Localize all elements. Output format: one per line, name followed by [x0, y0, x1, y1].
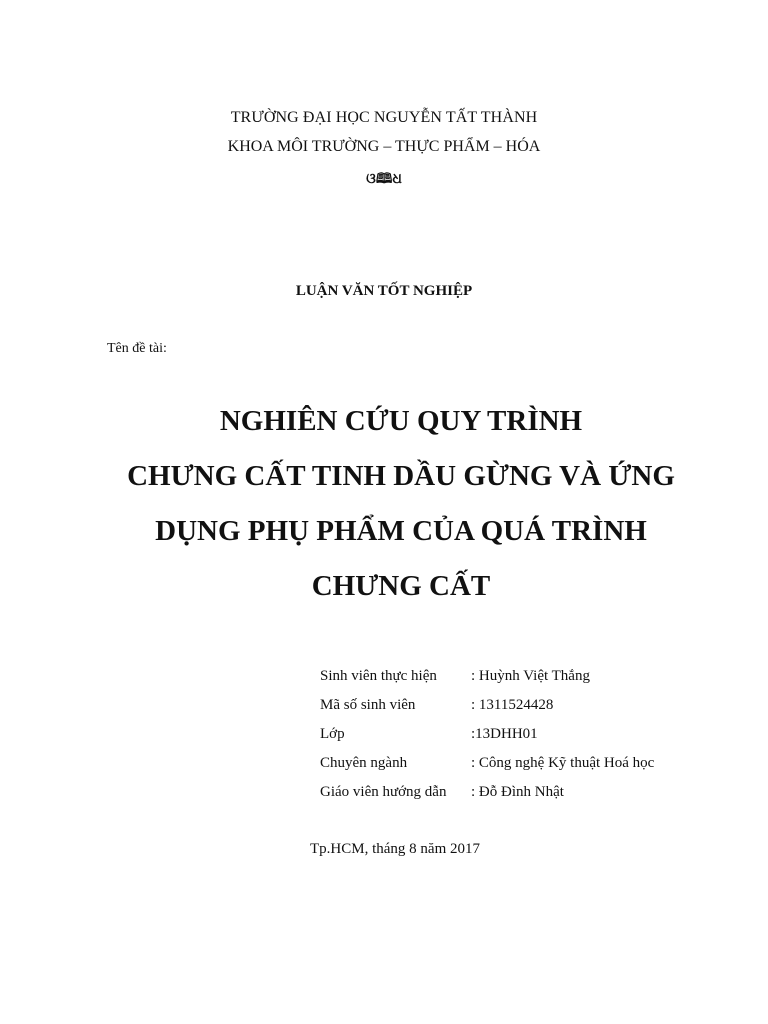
info-value: :13DHH01 [471, 726, 538, 742]
topic-label: Tên đề tài: [107, 341, 167, 356]
school-name: TRƯỜNG ĐẠI HỌC NGUYỄN TẤT THÀNH [230, 109, 538, 126]
faculty-name: KHOA MÔI TRƯỜNG – THỰC PHẨM – HÓA [227, 138, 541, 155]
info-label: Mã số sinh viên [320, 697, 416, 713]
info-value: : Đỗ Đình Nhật [471, 784, 564, 800]
title-line: CHƯNG CẤT TINH DẦU GỪNG VÀ ỨNG [127, 460, 675, 492]
info-label: Lớp [320, 726, 345, 742]
thesis-title [0, 394, 768, 614]
thesis-type: LUẬN VĂN TỐT NGHIỆP [295, 283, 473, 299]
title-line: NGHIÊN CỨU QUY TRÌNH [219, 405, 583, 437]
info-label: Chuyên ngành [320, 755, 408, 771]
book-ornament-icon [0, 168, 768, 192]
ornament-right: ଧ [392, 172, 402, 187]
info-value: : Công nghệ Kỹ thuật Hoá học [471, 755, 655, 771]
book-icon: 🕮 [375, 172, 393, 187]
info-value: : Huỳnh Việt Thắng [471, 668, 590, 684]
info-label: Giáo viên hướng dẫn [320, 784, 447, 800]
info-value: : 1311524428 [471, 697, 554, 713]
title-line: DỤNG PHỤ PHẨM CỦA QUÁ TRÌNH [155, 515, 647, 547]
title-line: CHƯNG CẤT [311, 570, 491, 602]
info-label: Sinh viên thực hiện [320, 668, 437, 684]
place-date: Tp.HCM, tháng 8 năm 2017 [310, 841, 480, 857]
ornament-left: ଓ [366, 172, 376, 187]
